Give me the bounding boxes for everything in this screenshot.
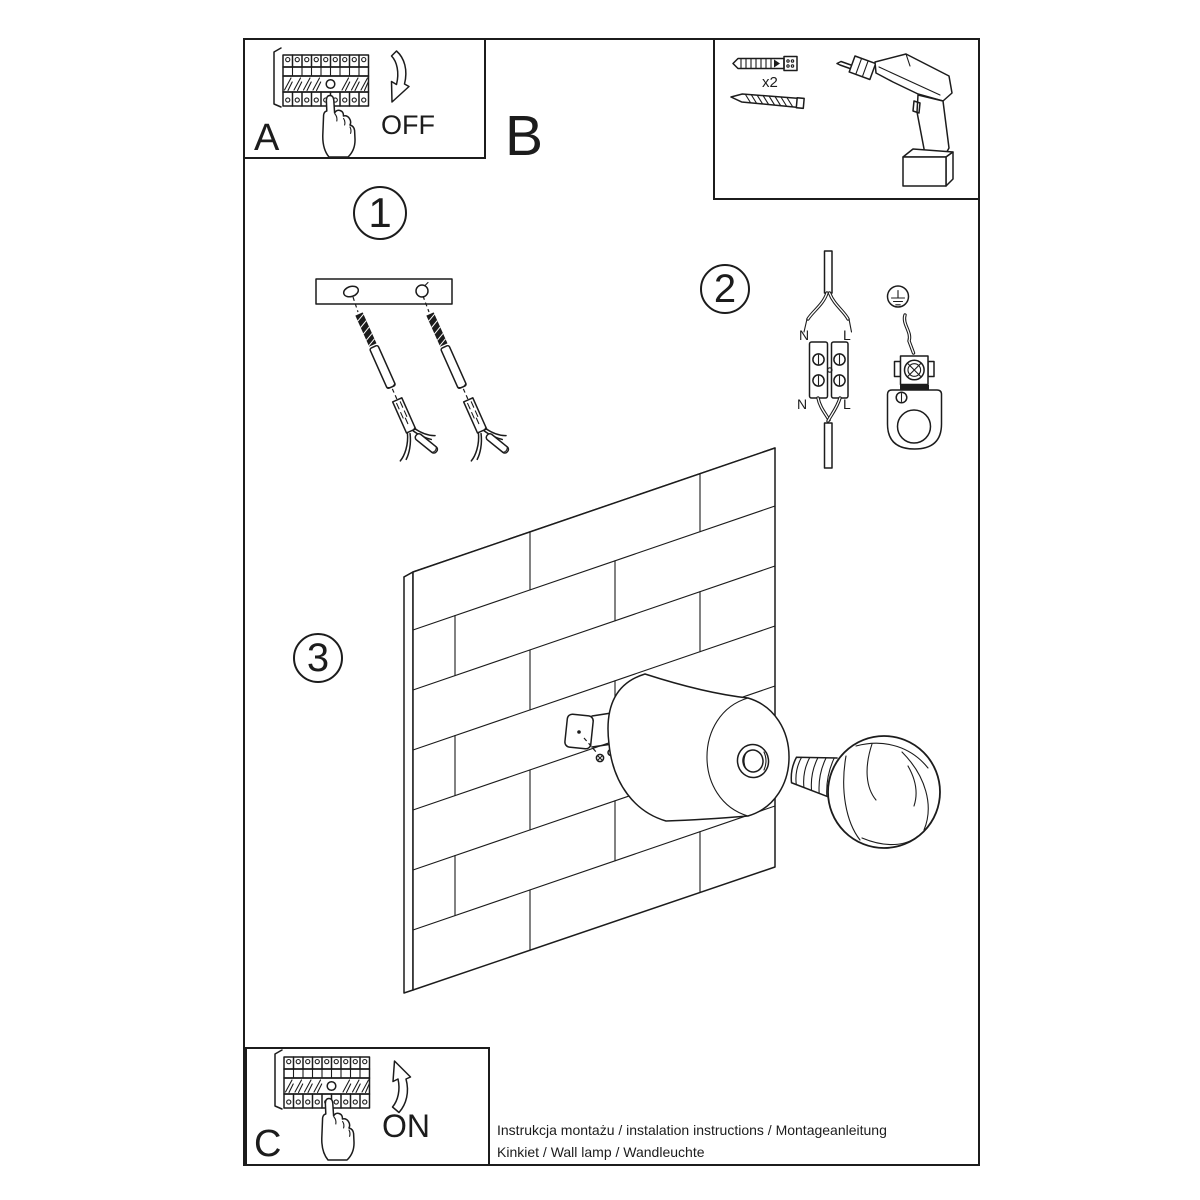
panel-c-label: C [254,1123,282,1165]
panel-a-action: OFF [381,110,435,140]
step-1-badge [353,186,407,240]
step-3-number: 3 [306,636,330,680]
neutral-label-bottom: N [797,396,808,412]
neutral-label-top: N [799,327,810,343]
step-3-badge [293,633,343,683]
panel-b-label: B [505,104,544,168]
step-1-number: 1 [368,189,392,236]
panel-a-box [243,38,486,159]
anchor-quantity-label: x2 [762,74,778,91]
footer-product-multilang: Kinkiet / Wall lamp / Wandleuchte [497,1144,705,1160]
panel-c-box [245,1047,490,1166]
panel-c-action: ON [382,1108,430,1144]
step-2-number: 2 [713,267,737,311]
step-2-badge [700,264,750,314]
live-label-bottom: L [843,396,851,412]
live-label-top: L [843,327,851,343]
panel-a-label: A [254,117,280,159]
panel-b-box [713,38,980,200]
footer-title-multilang: Instrukcja montażu / instalation instructions / Montageanleitung [497,1122,887,1138]
